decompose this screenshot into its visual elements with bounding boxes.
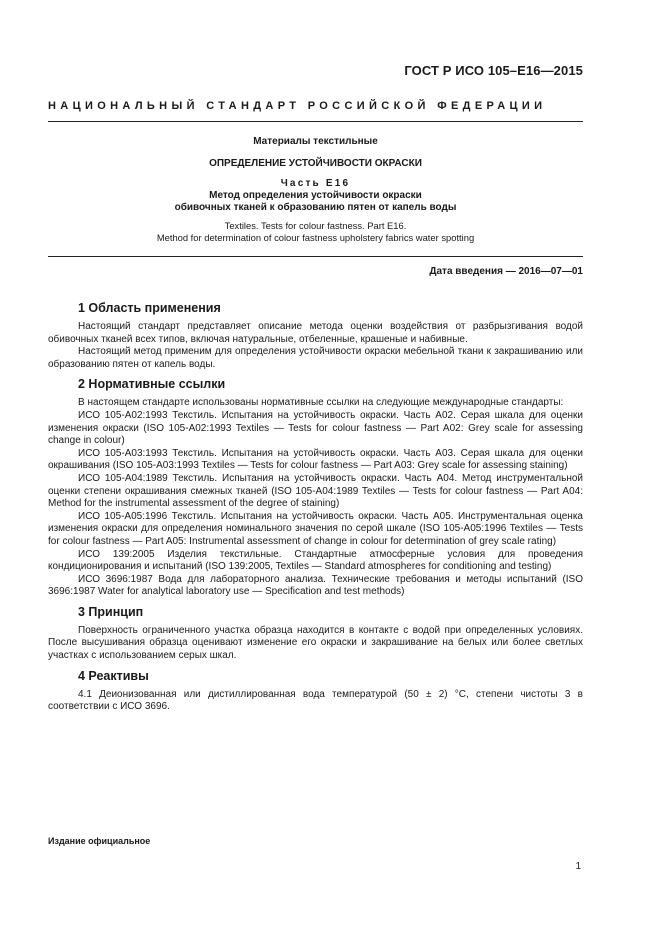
introduction-date: Дата введения — 2016—07—01 <box>429 266 583 277</box>
paragraph: Настоящий стандарт представляет описание метода оценки воздействия от разбрызгивания водой обивочных тканей всех типов, включая натуральные, отбеленные, крашеные и набивные. <box>48 321 583 345</box>
document-code: ГОСТ Р ИСО 105–Е16—2015 <box>404 63 583 78</box>
reference-item: ИСО 139:2005 Изделия текстильные. Стандартные атмосферные условия для проведения кондиционирования и испытаний (ISO 139:2005, Textiles — Standard atmospheres for conditioning and testing) <box>48 548 583 573</box>
reference-item: ИСО 105-А02:1993 Текстиль. Испытания на устойчивость окраски. Часть А02. Серая шкала для оценки изменения окраски (ISO 105-A02:1993 Textiles — Tests for colour fastness — Part A02: Grey scale for assessing change in colour) <box>48 409 583 447</box>
main-title: ОПРЕДЕЛЕНИЕ УСТОЙЧИВОСТИ ОКРАСКИ <box>209 158 422 169</box>
section-2-heading: 2 Нормативные ссылки <box>78 377 226 392</box>
paragraph: В настоящем стандарте использованы нормативные ссылки на следующие международные стандарты: <box>78 397 564 409</box>
reference-item: ИСО 105-А03:1993 Текстиль. Испытания на устойчивость окраски. Часть А03. Серая шкала для оценки окрашивания (ISO 105-A03:1993 Textiles — Tests for colour fastness — Part A03: Grey scale for assessing staining) <box>48 447 583 472</box>
middle-divider <box>48 256 583 257</box>
title-block <box>48 136 583 244</box>
paragraph: 4.1 Деионизованная или дистиллированная вода температурой (50 ± 2) °С, степени чистоты 3 в соответствии с ИСО 3696. <box>48 688 583 713</box>
english-title-line-1: Textiles. Tests for colour fastness. Part E16. <box>224 220 407 231</box>
part-title: Часть Е16 <box>280 178 351 189</box>
section-1-heading: 1 Область применения <box>78 301 221 315</box>
section-3-heading: 3 Принцип <box>78 604 144 619</box>
official-edition-label: Издание официальное <box>48 836 151 846</box>
paragraph: Настоящий метод применим для определения устойчивости окраски мебельной ткани к закрашиванию или образованию пятен от капель воды. <box>48 346 583 370</box>
subtitle-line-2: обивочных тканей к образованию пятен от капель воды <box>174 202 457 213</box>
national-standard-banner: НАЦИОНАЛЬНЫЙ СТАНДАРТ РОССИЙСКОЙ ФЕДЕРАЦИИ <box>48 100 547 112</box>
reference-item: ИСО 3696:1987 Вода для лабораторного анализа. Технические требования и методы испытаний (ISO 3696:1987 Water for analytical laboratory use — Specification and test methods) <box>48 573 583 598</box>
paragraph: Поверхность ограниченного участка образца находится в контакте с водой при определенных условиях. После высушивания образца оценивают изменение его окраски и закрашивание на белых или более светлых участках с использованием серых шкал. <box>48 624 583 662</box>
materials-title: Материалы текстильные <box>253 136 378 147</box>
page-number: 1 <box>575 861 581 872</box>
english-title-line-2: Method for determination of colour fastness upholstery fabrics water spotting <box>156 232 475 243</box>
top-divider <box>48 121 583 122</box>
reference-item: ИСО 105-А04:1989 Текстиль. Испытания на устойчивость окраски. Часть А04. Метод инструментальной оценки степени окрашивания смежных тканей (ISO 105-A04:1989 Textiles — Tests for colour fastness — Part A04: Method for the instrumental assessment of the degree of staining) <box>48 472 583 510</box>
reference-item: ИСО 105-А05:1996 Текстиль. Испытания на устойчивость окраски. Часть А05. Инструментальная оценка изменения окраски для определения номинального значения по серой шкале (ISO 105-A05:1996 Textiles — Tests for colour fastness — Part A05: Instrumental assessment of change in colour for determination of grey scale rating) <box>48 510 583 547</box>
subtitle-line-1: Метод определения устойчивости окраски <box>209 190 422 201</box>
document-body <box>48 296 583 714</box>
section-4-heading: 4 Реактивы <box>78 668 149 683</box>
